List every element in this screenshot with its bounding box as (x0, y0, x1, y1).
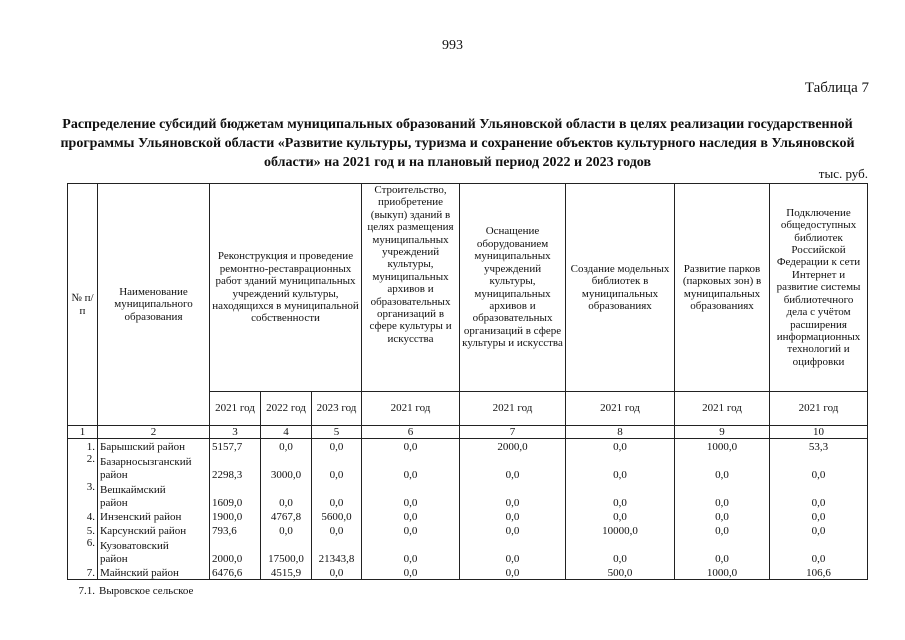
row-name-line: Базарносызганский (100, 456, 192, 469)
column-number: 3 (210, 426, 261, 439)
column-number: 4 (261, 426, 312, 439)
row-index: 6. (68, 537, 98, 565)
cell-value: 0,0 (460, 509, 566, 523)
row-index: 5. (68, 523, 98, 537)
page-number: 993 (442, 38, 463, 53)
cell-value: 21343,8 (312, 537, 362, 565)
cell-value: 0,0 (675, 523, 770, 537)
cell-value: 5157,7 (210, 439, 261, 454)
subheader-2021: 2021 год (210, 392, 261, 426)
cell-value: 0,0 (312, 523, 362, 537)
cell-value: 0,0 (460, 565, 566, 580)
column-number: 7 (460, 426, 566, 439)
cell-value: 0,0 (566, 481, 675, 509)
cell-value: 6476,6 (210, 565, 261, 580)
column-number: 10 (770, 426, 868, 439)
cell-value: 0,0 (770, 523, 868, 537)
cell-value: 0,0 (362, 453, 460, 481)
cell-value: 2000,0 (460, 439, 566, 454)
units-label: тыс. руб. (818, 166, 868, 181)
column-number: 6 (362, 426, 460, 439)
cell-value: 0,0 (312, 565, 362, 580)
cell-value: 0,0 (312, 439, 362, 454)
row-name: Выровское сельское (99, 585, 194, 597)
cell-value: 0,0 (460, 537, 566, 565)
cell-value: 4515,9 (261, 565, 312, 580)
cell-value: 2298,3 (210, 453, 261, 481)
row-name (98, 481, 210, 509)
table-row (68, 509, 868, 523)
row-index: 3. (68, 481, 98, 509)
subheader-col9: 2021 год (675, 392, 770, 426)
cell-value: 0,0 (675, 509, 770, 523)
cell-value: 10000,0 (566, 523, 675, 537)
cell-value: 0,0 (566, 439, 675, 454)
table-label: Таблица 7 (804, 80, 869, 96)
cell-value: 0,0 (312, 481, 362, 509)
table-row (68, 481, 868, 509)
cell-value: 0,0 (770, 481, 868, 509)
column-number: 1 (68, 426, 98, 439)
row-name: Карсунский район (98, 523, 210, 537)
cell-value: 0,0 (675, 481, 770, 509)
header-num: № п/п (68, 184, 98, 426)
cell-value: 1609,0 (210, 481, 261, 509)
column-number: 8 (566, 426, 675, 439)
row-index: 7. (68, 565, 98, 580)
cell-value: 0,0 (362, 439, 460, 454)
header-internet: Подключение общедоступных библиотек Российской Федерации к сети Интернет и развитие системы библиотечного дела с учётом расширения информационных технологий и оцифровки (770, 184, 868, 392)
table-row (68, 565, 868, 580)
cell-value: 0,0 (362, 481, 460, 509)
column-number: 2 (98, 426, 210, 439)
cell-value: 2000,0 (210, 537, 261, 565)
subheader-2022: 2022 год (261, 392, 312, 426)
document-title: Распределение субсидий бюджетам муниципальных образований Ульяновской области в целях реализации государственной программы Ульяновской области «Развитие культуры, туризма и сохранение объектов культурного наследия в Ульяновской области» на 2021 год и на плановый период 2022 и 2023 годов (60, 117, 855, 170)
cell-value: 5600,0 (312, 509, 362, 523)
table-row (68, 439, 868, 454)
cell-value: 0,0 (770, 453, 868, 481)
cell-value: 0,0 (261, 439, 312, 454)
cell-value: 0,0 (770, 509, 868, 523)
row-name-continuation: район (100, 468, 128, 481)
cell-value: 0,0 (362, 537, 460, 565)
row-name (98, 537, 210, 565)
cell-value: 1000,0 (675, 565, 770, 580)
header-parks: Развитие парков (парковых зон) в муниципальных образованиях (675, 184, 770, 392)
cell-value: 1000,0 (675, 439, 770, 454)
cell-value: 0,0 (566, 537, 675, 565)
row-name-continuation: район (100, 496, 128, 509)
row-name-line: Вешкаймский (100, 484, 166, 497)
row-index: 4. (68, 509, 98, 523)
cell-value: 53,3 (770, 439, 868, 454)
cell-value: 0,0 (770, 537, 868, 565)
cell-value: 0,0 (261, 481, 312, 509)
header-reconstruction: Реконструкция и проведение ремонтно-реставрационных работ зданий муниципальных учреждений культуры, находящихся в муниципальной собственности (210, 184, 362, 392)
column-number: 9 (675, 426, 770, 439)
row-index: 7.1. (78, 585, 95, 597)
column-number: 5 (312, 426, 362, 439)
row-name: Барышский район (98, 439, 210, 454)
cell-value: 3000,0 (261, 453, 312, 481)
cell-value: 0,0 (460, 481, 566, 509)
row-index: 1. (68, 439, 98, 454)
cell-value: 0,0 (675, 537, 770, 565)
row-name-line: Кузоватовский (100, 540, 169, 553)
row-index: 2. (68, 453, 98, 481)
subsidy-table (67, 183, 868, 580)
header-name: Наименование муниципального образования (98, 184, 210, 426)
cell-value: 0,0 (460, 453, 566, 481)
column-number-row (68, 426, 868, 439)
header-libraries: Создание модельных библиотек в муниципальных образованиях (566, 184, 675, 392)
cell-value: 106,6 (770, 565, 868, 580)
subheader-col7: 2021 год (460, 392, 566, 426)
cell-value: 0,0 (566, 453, 675, 481)
table-row (68, 453, 868, 481)
cell-value: 1900,0 (210, 509, 261, 523)
header-construction: Строительство, приобретение (выкуп) зданий в целях размещения муниципальных учреждений культуры, муниципальных архивов и образовательных организаций в сфере культуры и искусства (362, 184, 460, 392)
subheader-col6: 2021 год (362, 392, 460, 426)
row-name-continuation: район (100, 552, 128, 565)
cell-value: 0,0 (362, 565, 460, 580)
trailing-row (73, 585, 193, 597)
row-name: Инзенский район (98, 509, 210, 523)
cell-value: 4767,8 (261, 509, 312, 523)
cell-value: 0,0 (460, 523, 566, 537)
cell-value: 0,0 (675, 453, 770, 481)
row-name: Майнский район (98, 565, 210, 580)
cell-value: 0,0 (566, 509, 675, 523)
cell-value: 0,0 (362, 509, 460, 523)
cell-value: 500,0 (566, 565, 675, 580)
subheader-col8: 2021 год (566, 392, 675, 426)
subheader-col10: 2021 год (770, 392, 868, 426)
table-row (68, 537, 868, 565)
subheader-2023: 2023 год (312, 392, 362, 426)
cell-value: 0,0 (362, 523, 460, 537)
row-name (98, 453, 210, 481)
cell-value: 17500,0 (261, 537, 312, 565)
cell-value: 0,0 (261, 523, 312, 537)
cell-value: 793,6 (210, 523, 261, 537)
table-row (68, 523, 868, 537)
cell-value: 0,0 (312, 453, 362, 481)
header-equipment: Оснащение оборудованием муниципальных учреждений культуры, муниципальных архивов и образовательных организаций в сфере культуры и искусства (460, 184, 566, 392)
